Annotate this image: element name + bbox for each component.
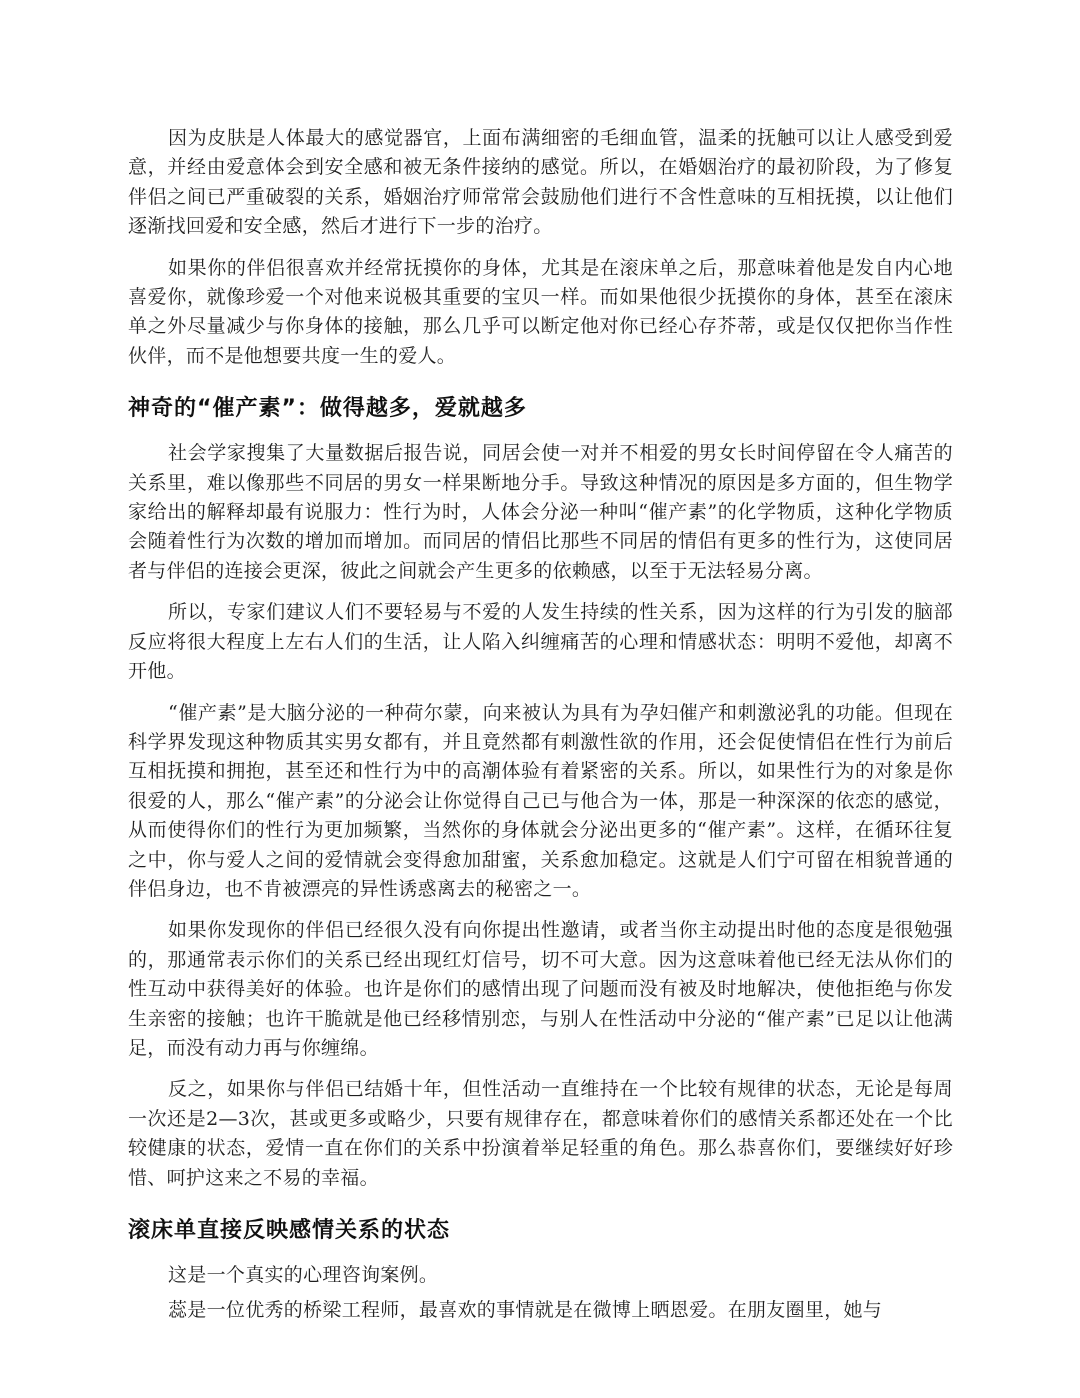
paragraph-oxytocin-hormone: “催产素”是大脑分泌的一种荷尔蒙，向来被认为具有为孕妇催产和刺激泌乳的功能。但现在科学界发现这种物质其实男女都有，并且竟然都有刺激性欲的作用，还会促使情侣在性行为前后互相抚摸和拥抱，甚至还和性行为中的高潮体验有着紧密的关系。所以，如果性行为的对象是你很爱的人，那么“催产素”的分泌会让你觉得自己已与他合为一体，那是一种深深的依恋的感觉，从而使得你们的性行为更加频繁，当然你的身体就会分泌出更多的“催产素”。这样，在循环往复之中，你与爱人之间的爱情就会变得愈加甜蜜，关系愈加稳定。这就是人们宁可留在相貌普通的伴侣身边，也不肯被漂亮的异性诱惑离去的秘密之一。 (128, 701, 953, 900)
document-page (128, 124, 953, 1338)
paragraph-warning-signal: 如果你发现你的伴侣已经很久没有向你提出性邀请，或者当你主动提出时他的态度是很勉强的，那通常表示你们的关系已经出现红灯信号，切不可大意。因为这意味着他已经无法从你们的性互动中获得美好的体验。也许是你们的感情出现了问题而没有被及时地解决，使他拒绝与你发生亲密的接触；也许干脆就是他已经移情别恋，与别人在性活动中分泌的“催产素”已足以让他满足，而没有动力再与你缠绵。 (128, 919, 953, 1059)
paragraph-partner-touch: 如果你的伴侣很喜欢并经常抚摸你的身体，尤其是在滚床单之后，那意味着他是发自内心地喜爱你，就像珍爱一个对他来说极其重要的宝贝一样。而如果他很少抚摸你的身体，甚至在滚床单之外尽量减少与你身体的接触，那么几乎可以断定他对你已经心存芥蒂，或是仅仅把你当作性伙伴，而不是他想要共度一生的爱人。 (128, 256, 953, 367)
section-heading-relationship-state: 滚床单直接反映感情关系的状态 (128, 1218, 451, 1243)
section-heading-oxytocin: 神奇的“催产素”：做得越多，爱就越多 (128, 396, 527, 422)
paragraph-case-story: 蕊是一位优秀的桥梁工程师，最喜欢的事情就是在微博上晒恩爱。在朋友圈里，她与 (168, 1299, 883, 1322)
paragraph-expert-advice: 所以，专家们建议人们不要轻易与不爱的人发生持续的性关系，因为这样的行为引发的脑部反应将很大程度上左右人们的生活，让人陷入纠缠痛苦的心理和情感状态：明明不爱他，却离不开他。 (128, 601, 953, 683)
paragraph-skin-touch: 因为皮肤是人体最大的感觉器官，上面布满细密的毛细血管，温柔的抚触可以让人感受到爱意，并经由爱意体会到安全感和被无条件接纳的感觉。所以，在婚姻治疗的最初阶段，为了修复伴侣之间已严重破裂的关系，婚姻治疗师常常会鼓励他们进行不含性意味的互相抚摸，以让他们逐渐找回爱和安全感，然后才进行下一步的治疗。 (128, 127, 953, 238)
paragraph-cohabitation: 社会学家搜集了大量数据后报告说，同居会使一对并不相爱的男女长时间停留在令人痛苦的关系里，难以像那些不同居的男女一样果断地分手。导致这种情况的原因是多方面的，但生物学家给出的解释却最有说服力：性行为时，人体会分泌一种叫“催产素”的化学物质，这种化学物质会随着性行为次数的增加而增加。而同居的情侣比那些不同居的情侣有更多的性行为，这使同居者与伴侣的连接会更深，彼此之间就会产生更多的依赖感，以至于无法轻易分离。 (128, 442, 953, 582)
paragraph-healthy-relationship: 反之，如果你与伴侣已结婚十年，但性活动一直维持在一个比较有规律的状态，无论是每周一次还是2—3次，甚或更多或略少，只要有规律存在，都意味着你们的感情关系都还处在一个比较健康的状态，爱情一直在你们的关系中扮演着举足轻重的角色。那么恭喜你们，要继续好好珍惜、呵护这来之不易的幸福。 (128, 1078, 953, 1189)
paragraph-case-intro: 这是一个真实的心理咨询案例。 (168, 1264, 439, 1286)
